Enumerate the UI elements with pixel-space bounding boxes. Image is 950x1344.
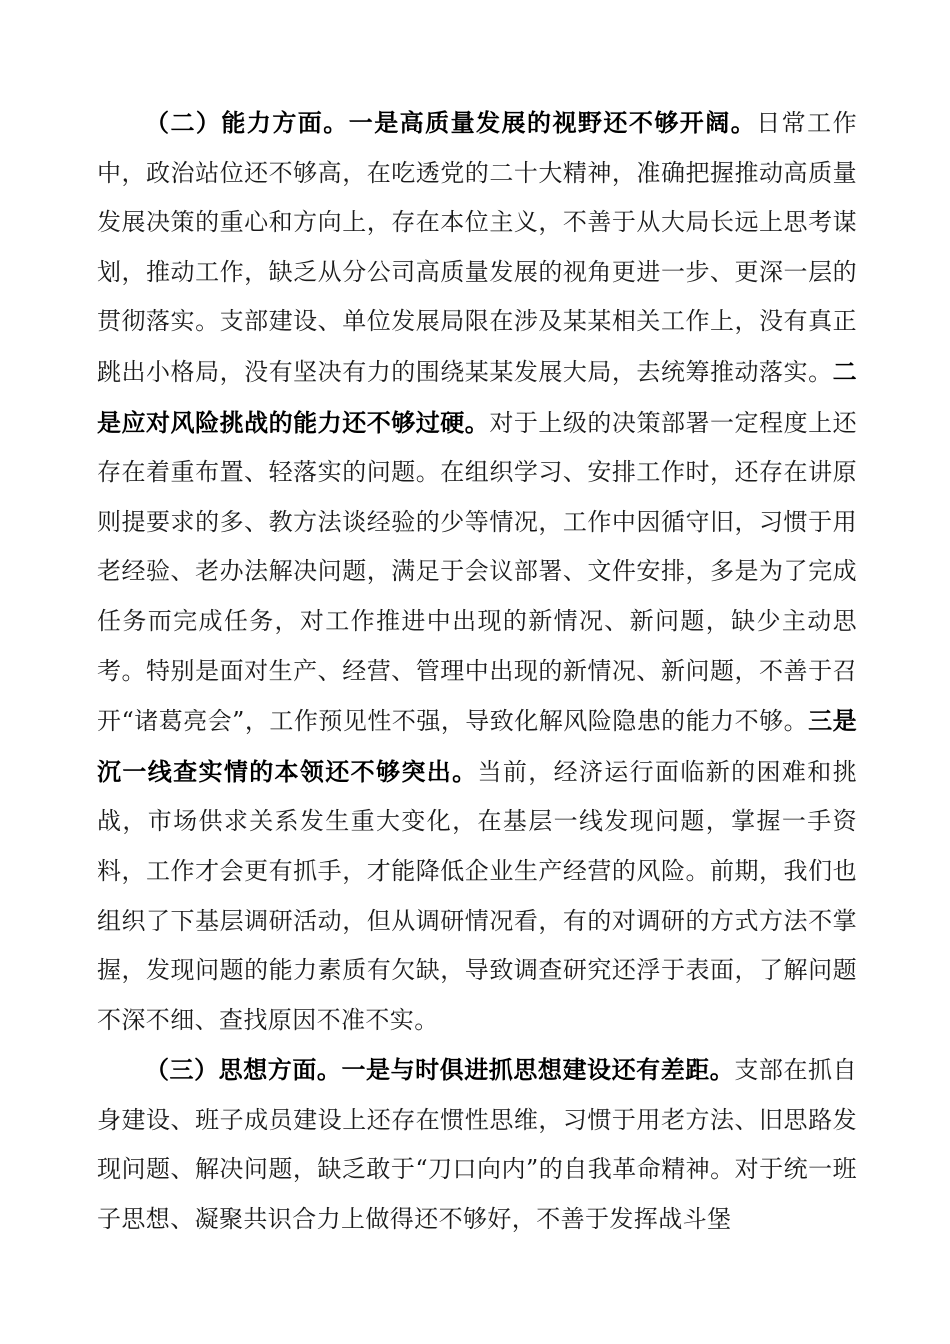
heading-thought-aspect: （三）思想方面。一是与时俱进抓思想建设还有差距。 <box>145 1055 735 1085</box>
heading-ability-aspect: （二）能力方面。一是高质量发展的视野还不够开阔。 <box>145 108 757 137</box>
point-frontline-research: 三是沉一线查实情的本领还不够突出。 <box>97 706 857 786</box>
document-body <box>97 98 857 1245</box>
paragraph-text: 日常工作中，政治站位还不够高，在吃透党的二十大精神，准确把握推动高质量发展决策的重心和方向上，存在本位主义，不善于从大局长远上思考谋划，推动工作，缺乏从分公司高质量发展的视角更进一步、更深一层的贯彻落实。支部建设、单位发展局限在涉及某某相关工作上，没有真正跳出小格局，没有坚决有力的围绕某某发展大局，去统筹推动落实。 <box>97 109 857 386</box>
paragraph-text: 对于上级的决策部署一定程度上还存在着重布置、轻落实的问题。在组织学习、安排工作时，还存在讲原则提要求的多、教方法谈经验的少等情况，工作中因循守旧，习惯于用老经验、老办法解决问题，满足于会议部署、文件安排，多是为了完成任务而完成任务，对工作推进中出现的新情况、新问题，缺少主动思考。特别是面对生产、经营、管理中出现的新情况、新问题，不善于召开“诸葛亮会”，工作预见性不强，导致化解风险隐患的能力不够。 <box>97 408 858 736</box>
paragraph-thought <box>97 1045 857 1244</box>
paragraph-ability <box>97 98 857 1045</box>
point-risk-challenge: 二是应对风险挑战的能力还不够过硬。 <box>97 356 857 437</box>
paragraph-text: 支部在抓自身建设、班子成员建设上还存在惯性思维，习惯于用老方法、旧思路发现问题、解决问题，缺乏敢于“刀口向内”的自我革命精神。对于统一班子思想、凝聚共识合力上做得还不够好，不善于发挥战斗堡 <box>97 1056 858 1234</box>
paragraph-text: 当前，经济运行面临新的困难和挑战，市场供求关系发生重大变化，在基层一线发现问题，掌握一手资料，工作才会更有抓手，才能降低企业生产经营的风险。前期，我们也组织了下基层调研活动，但从调研情况看，有的对调研的方式方法不掌握，发现问题的能力素质有欠缺，导致调查研究还浮于表面，了解问题不深不细、查找原因不准不实。 <box>97 757 858 1034</box>
